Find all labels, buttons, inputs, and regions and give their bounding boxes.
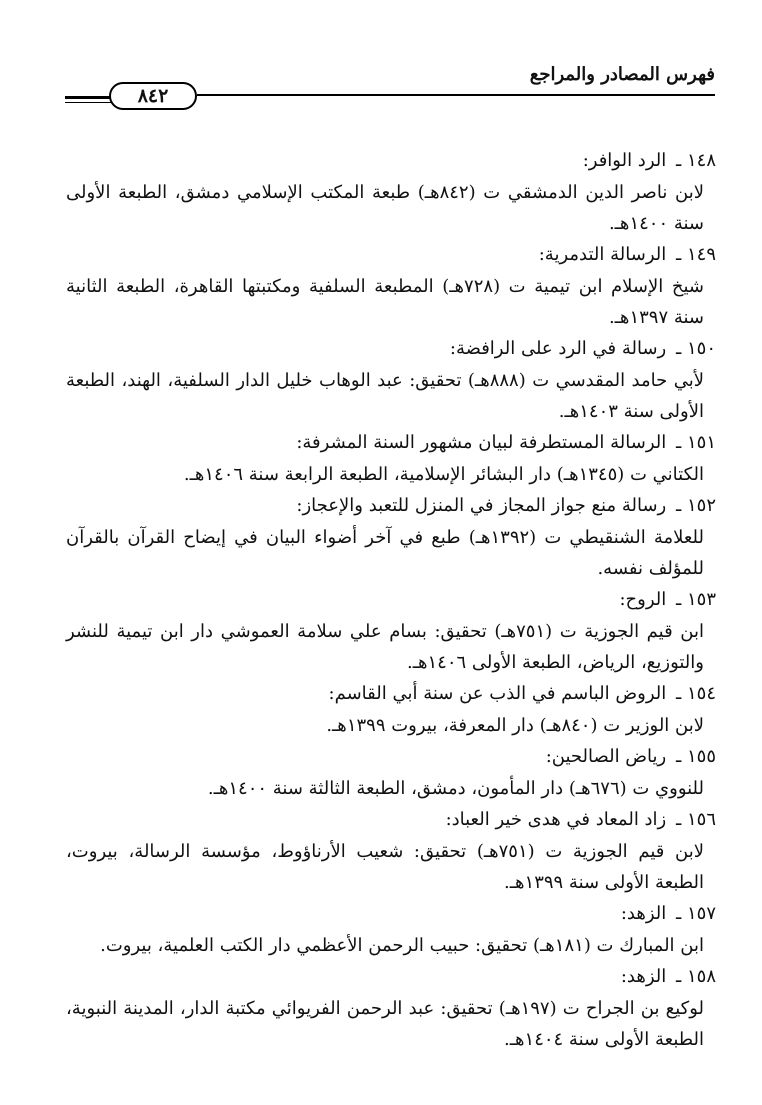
page-header <box>65 62 715 112</box>
entry-details: لابن قيم الجوزية ت (٧٥١هـ) تحقيق: شعيب الأرناؤوط، مؤسسة الرسالة، بيروت، الطبعة الأولى سنة ١٣٩٩هـ. <box>66 841 704 893</box>
entry-details: شيخ الإسلام ابن تيمية ت (٧٢٨هـ) المطبعة السلفية ومكتبتها القاهرة، الطبعة الثانية سنة ١٣٩٧هـ. <box>66 276 704 328</box>
bibliography-entry <box>66 490 716 584</box>
entry-details: الكتاني ت (١٣٤٥هـ) دار البشائر الإسلامية، الطبعة الرابعة سنة ١٤٠٦هـ. <box>183 464 704 485</box>
entry-title: الزهد: <box>620 966 667 987</box>
entry-heading <box>66 741 716 773</box>
entry-title: الروض الباسم في الذب عن سنة أبي القاسم: <box>328 683 667 704</box>
entry-title: زاد المعاد في هدى خير العباد: <box>445 809 667 830</box>
entry-heading <box>66 898 716 930</box>
bibliography-entry <box>66 145 716 239</box>
entry-number: ١٤٩ ـ <box>675 244 716 265</box>
bibliography-entry <box>66 584 716 678</box>
entry-details: لابن الوزير ت (٨٤٠هـ) دار المعرفة، بيروت ١٣٩٩هـ. <box>326 715 704 736</box>
entry-number: ١٥٥ ـ <box>675 746 716 767</box>
bibliography-entry <box>66 741 716 804</box>
bibliography-entry <box>66 333 716 427</box>
entry-heading <box>66 333 716 365</box>
entry-heading <box>66 427 716 459</box>
entry-title: الروح: <box>619 589 667 610</box>
entry-title: الرد الوافر: <box>582 150 667 171</box>
entry-heading <box>66 490 716 522</box>
entry-details: للنووي ت (٦٧٦هـ) دار المأمون، دمشق، الطبعة الثالثة سنة ١٤٠٠هـ. <box>207 778 704 799</box>
entry-number: ١٥٧ ـ <box>675 903 716 924</box>
entry-title: الرسالة المستطرفة لبيان مشهور السنة المشرفة: <box>296 432 667 453</box>
page-number: ٨٤٢ <box>137 85 169 107</box>
bibliography-entry <box>66 427 716 490</box>
bibliography-entry <box>66 961 716 1055</box>
entry-number: ١٥١ ـ <box>675 432 716 453</box>
entry-heading <box>66 145 716 177</box>
entry-number: ١٥٠ ـ <box>675 338 716 359</box>
entry-details: ابن قيم الجوزية ت (٧٥١هـ) تحقيق: بسام علي سلامة العموشي دار ابن تيمية للنشر والتوزيع، الرياض، الطبعة الأولى ١٤٠٦هـ. <box>66 621 704 673</box>
entry-heading <box>66 961 716 993</box>
bibliography-entry <box>66 678 716 741</box>
entry-title: رسالة منع جواز المجاز في المنزل للتعبد والإعجاز: <box>296 495 667 516</box>
entry-number: ١٥٢ ـ <box>675 495 716 516</box>
entry-title: رسالة في الرد على الرافضة: <box>449 338 667 359</box>
header-rule <box>197 94 715 96</box>
bibliography-list <box>66 145 716 1055</box>
entry-details: ابن المبارك ت (١٨١هـ) تحقيق: حبيب الرحمن الأعظمي دار الكتب العلمية، بيروت. <box>100 935 704 956</box>
entry-heading <box>66 239 716 271</box>
entry-number: ١٥٦ ـ <box>675 809 716 830</box>
entry-title: الرسالة التدمرية: <box>538 244 667 265</box>
bibliography-entry <box>66 239 716 333</box>
running-title: فهرس المصادر والمراجع <box>529 64 715 85</box>
entry-heading <box>66 584 716 616</box>
entry-heading <box>66 678 716 710</box>
bibliography-entry <box>66 898 716 961</box>
entry-number: ١٥٣ ـ <box>675 589 716 610</box>
entry-number: ١٥٨ ـ <box>675 966 716 987</box>
entry-details: للعلامة الشنقيطي ت (١٣٩٢هـ) طبع في آخر أضواء البيان في إيضاح القرآن بالقرآن للمؤلف نفسه. <box>66 527 704 579</box>
entry-title: الزهد: <box>620 903 667 924</box>
entry-heading <box>66 804 716 836</box>
entry-details: لأبي حامد المقدسي ت (٨٨٨هـ) تحقيق: عبد الوهاب خليل الدار السلفية، الهند، الطبعة الأولى سنة ١٤٠٣هـ. <box>66 370 704 422</box>
entry-number: ١٥٤ ـ <box>675 683 716 704</box>
entry-details: لابن ناصر الدين الدمشقي ت (٨٤٢هـ) طبعة المكتب الإسلامي دمشق، الطبعة الأولى سنة ١٤٠٠هـ. <box>66 182 704 234</box>
header-rule-left-thin <box>65 102 111 103</box>
entry-details: لوكيع بن الجراح ت (١٩٧هـ) تحقيق: عبد الرحمن الفريوائي مكتبة الدار، المدينة النبوية، الطبعة الأولى سنة ١٤٠٤هـ. <box>66 998 704 1050</box>
entry-title: رياض الصالحين: <box>545 746 667 767</box>
bibliography-entry <box>66 804 716 898</box>
header-rule-left-thick <box>65 96 111 99</box>
entry-number: ١٤٨ ـ <box>675 150 716 171</box>
page-number-badge <box>109 82 197 110</box>
